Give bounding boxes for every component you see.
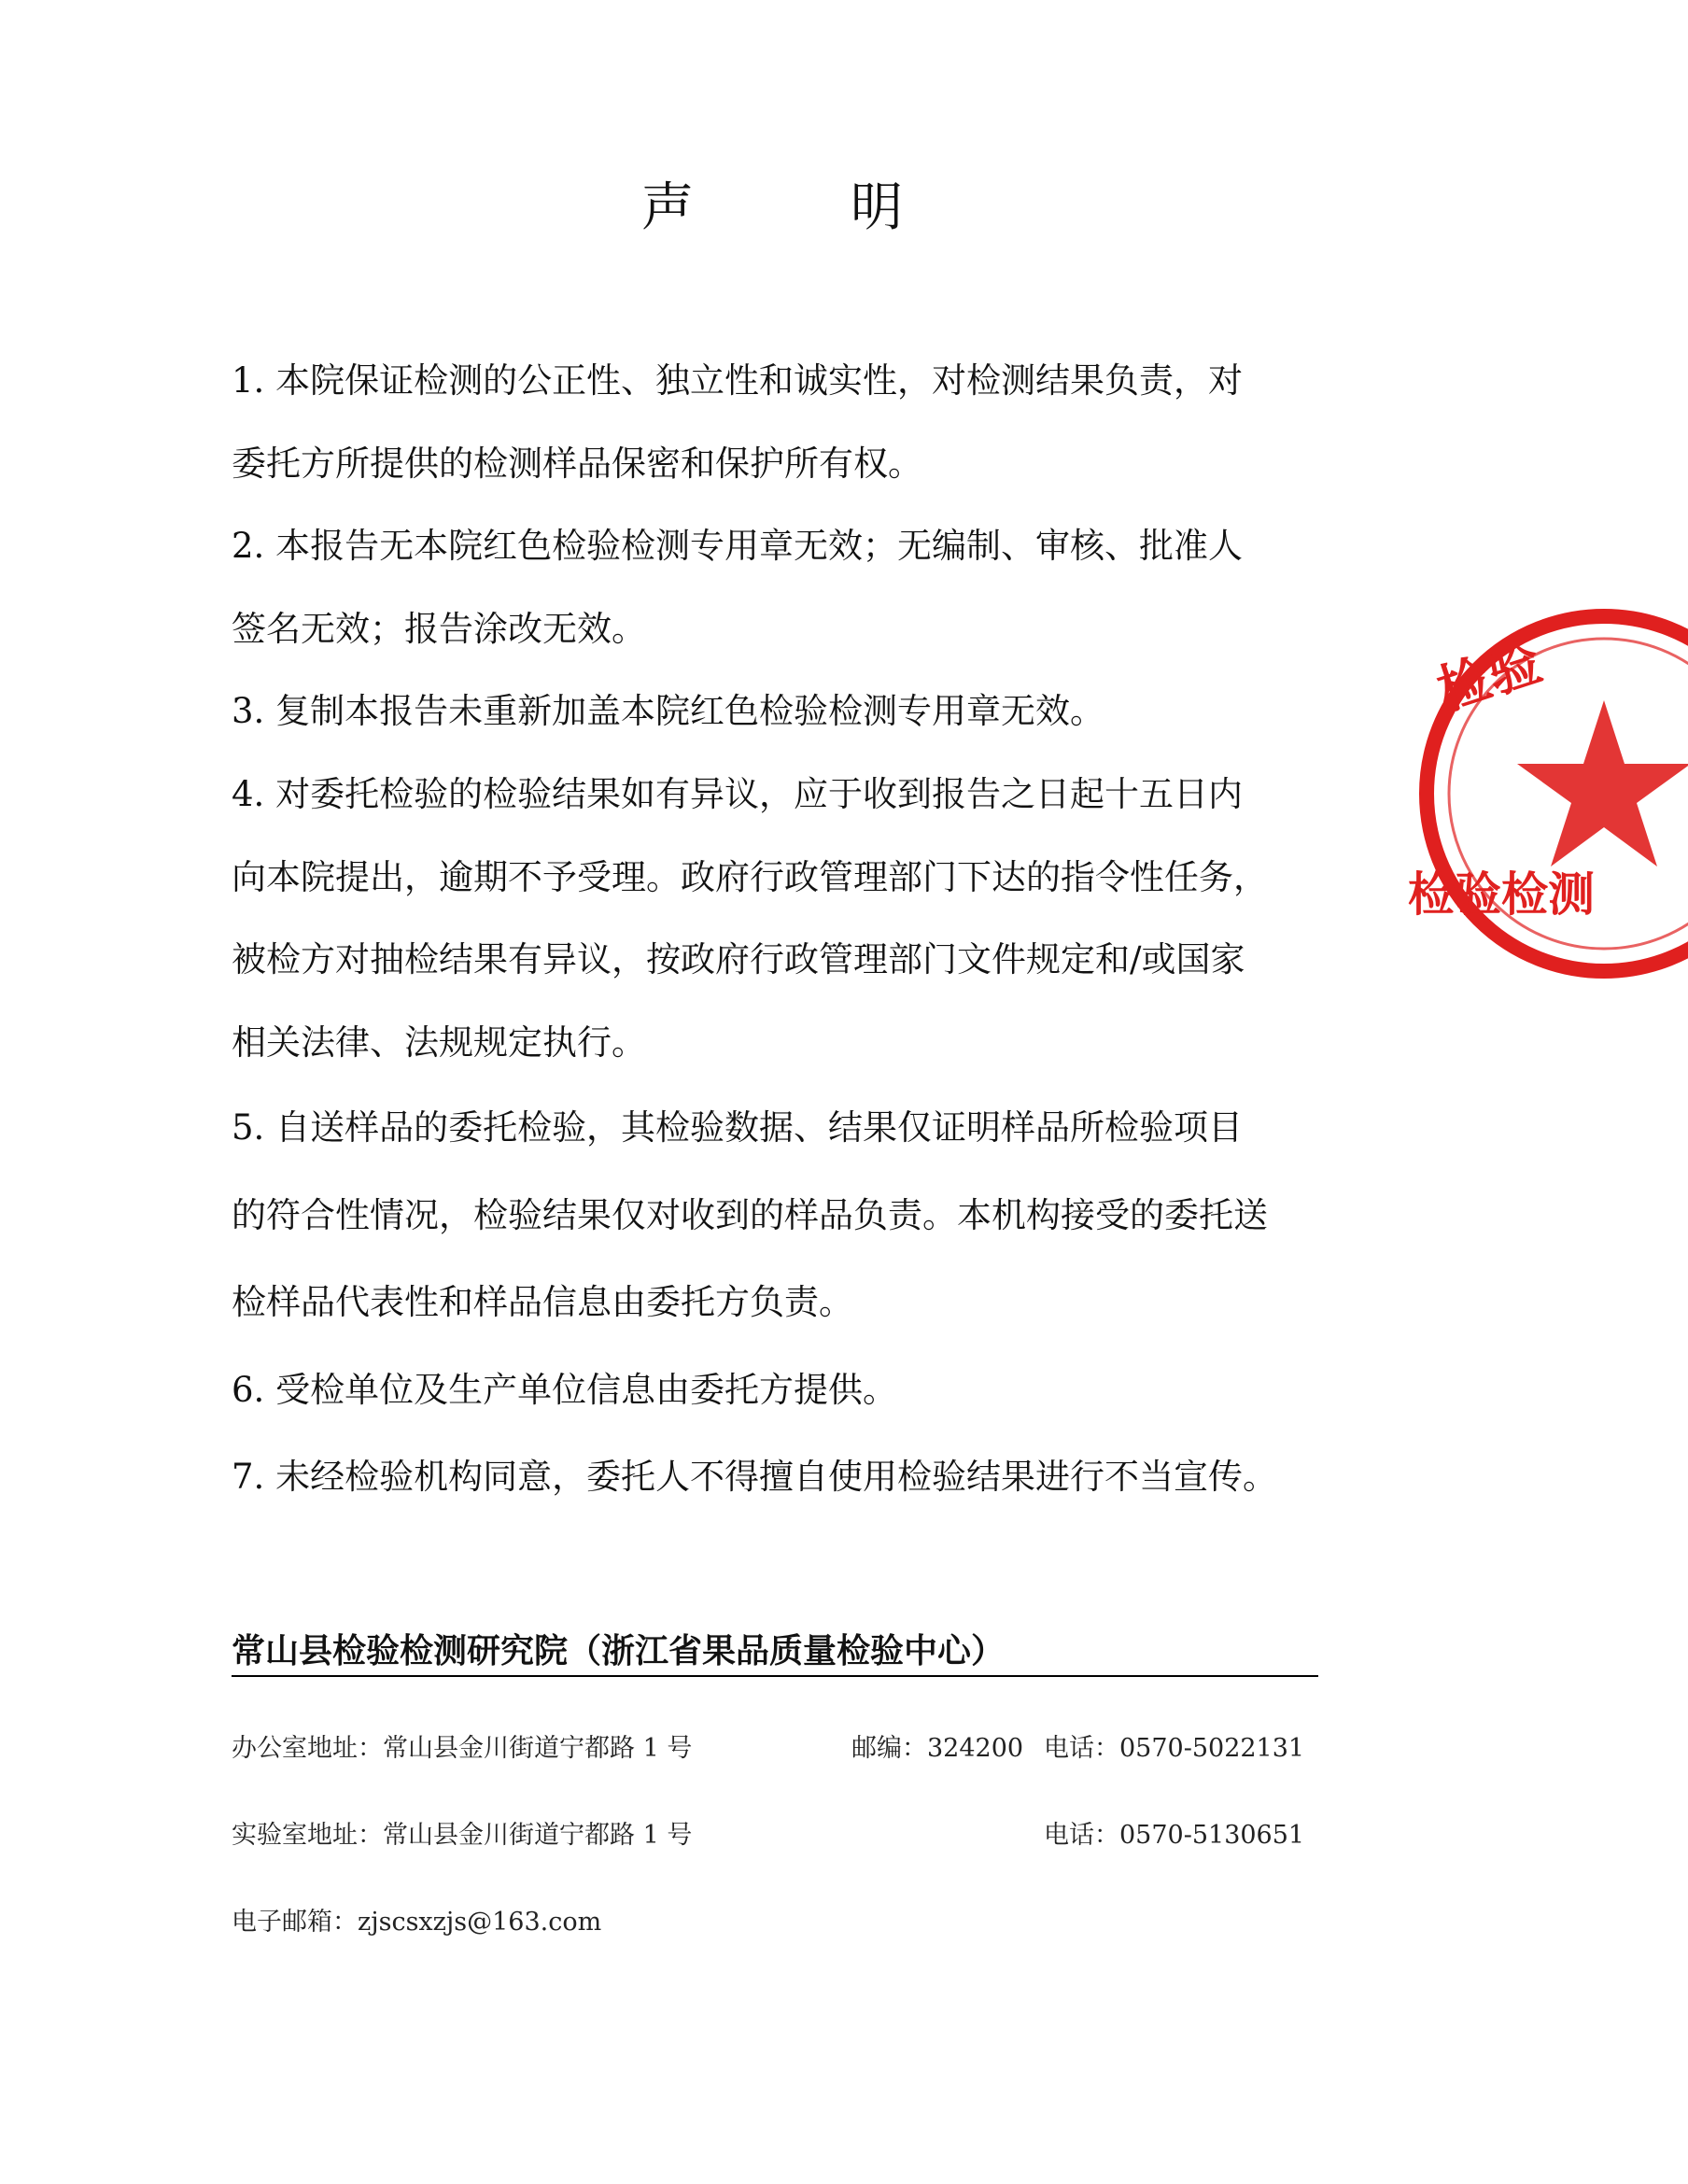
clause-4-line-2: 向本院提出，逾期不予受理。政府行政管理部门下达的指令性任务， <box>232 857 1268 897</box>
clause-5-line-2: 的符合性情况，检验结果仅对收到的样品负责。本机构接受的委托送 <box>232 1195 1268 1235</box>
lab-address: 实验室地址：常山县金川街道宁都路 1 号 <box>232 1821 693 1850</box>
clause-4-line-4: 相关法律、法规规定执行。 <box>232 1022 646 1063</box>
svg-text:检验: 检验 <box>1430 631 1549 723</box>
clause-4-line-3: 被检方对抽检结果有异议，按政府行政管理部门文件规定和/或国家 <box>232 939 1245 979</box>
clause-5-line-3: 检样品代表性和样品信息由委托方负责。 <box>232 1282 853 1322</box>
page-title <box>0 166 1544 241</box>
organization-name: 常山县检验检测研究院（浙江省果品质量检验中心） <box>232 1632 1006 1670</box>
clause-1-line-2: 委托方所提供的检测样品保密和保护所有权。 <box>232 444 922 484</box>
title-char-1: 声 <box>641 177 694 238</box>
office-address: 办公室地址：常山县金川街道宁都路 1 号 <box>232 1734 693 1763</box>
clause-7-line-1: 7. 未经检验机构同意，委托人不得擅自使用检验结果进行不当宣传。 <box>232 1457 1278 1497</box>
svg-text:检验检测: 检验检测 <box>1408 867 1595 922</box>
postcode: 邮编：324200 <box>851 1734 1024 1763</box>
clause-1-line-1: 1. 本院保证检测的公正性、独立性和诚实性，对检测结果负责，对 <box>232 360 1244 401</box>
clause-3-line-1: 3. 复制本报告未重新加盖本院红色检验检测专用章无效。 <box>232 691 1105 731</box>
lab-phone: 电话：0570-5130651 <box>1044 1821 1305 1850</box>
seal-icon <box>1408 598 1688 990</box>
clause-2-line-1: 2. 本报告无本院红色检验检测专用章无效；无编制、审核、批准人 <box>232 526 1244 566</box>
title-char-2: 明 <box>851 177 903 238</box>
clause-4-line-1: 4. 对委托检验的检验结果如有异议，应于收到报告之日起十五日内 <box>232 774 1244 814</box>
email-address: 电子邮箱：zjscsxzjs@163.com <box>232 1908 602 1937</box>
footer-divider <box>232 1675 1318 1677</box>
clause-2-line-2: 签名无效；报告涂改无效。 <box>232 609 646 649</box>
clause-5-line-1: 5. 自送样品的委托检验，其检验数据、结果仅证明样品所检验项目 <box>232 1107 1244 1148</box>
clause-6-line-1: 6. 受检单位及生产单位信息由委托方提供。 <box>232 1370 898 1410</box>
official-seal <box>1408 598 1595 990</box>
office-phone: 电话：0570-5022131 <box>1044 1734 1305 1763</box>
